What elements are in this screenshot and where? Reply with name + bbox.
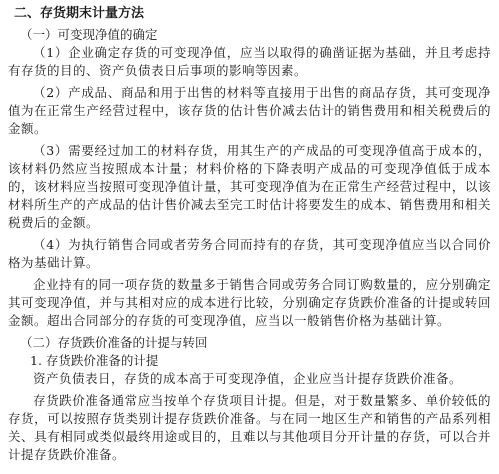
paragraph-1: （1）企业确定存货的可变现净值，应当以取得的确凿证据为基础，并且考虑持有存货的目的、资产负债表日后事项的影响等因素。 xyxy=(8,45,491,78)
paragraph-2: （2）产成品、商品和用于出售的材料等直接用于出售的商品存货，其可变现净值为在正常生产经营过程中，该存货的估计售价减去估计的销售费用和相关税费后的金额。 xyxy=(8,85,491,136)
subsection-title-1: （一）可变现净值的确定 xyxy=(20,27,158,42)
paragraph-6: 资产负债表日，存货的成本高于可变现净值，企业应当计提存货跌价准备。 xyxy=(33,371,463,386)
subsection-item-1: 1. 存货跌价准备的计提 xyxy=(30,353,159,368)
section-title: 二、存货期末计量方法 xyxy=(14,6,145,21)
subsection-title-2: （二）存货跌价准备的计提与转回 xyxy=(20,335,208,350)
paragraph-4: （4）为执行销售合同或者劳务合同而持有的存货，其可变现净值应当以合同价格为基础计算。 xyxy=(8,237,491,270)
paragraph-7: 存货跌价准备通常应当按单个存货项目计提。但是，对于数量繁多、单价较低的存货，可以按照存货类别计提存货跌价准备。与在同一地区生产和销售的产品系列相关、具有相同或类似最终用途或目的，且难以与其他项目分开计量的存货，可以合并计提存货跌价准备。 xyxy=(8,393,491,462)
paragraph-3: （3）需要经过加工的材料存货，用其生产的产成品的可变现净值高于成本的，该材料仍然应当按照成本计量；材料价格的下降表明产成品的可变现净值低于成本的，该材料应当按照可变现净值计量，其可变现净值为在正常生产经营过程中，以该材料所生产的产成品的估计售价减去至完工时估计将要发生的成本、销售费用和相关税费后的金额。 xyxy=(8,143,491,230)
paragraph-5: 企业持有的同一项存货的数量多于销售合同或劳务合同订购数量的，应分别确定其可变现净值，并与其相对应的成本进行比较，分别确定存货跌价准备的计提或转回金额。超出合同部分的存货的可变现净值，应当以一般销售价格为基础计算。 xyxy=(8,277,491,328)
